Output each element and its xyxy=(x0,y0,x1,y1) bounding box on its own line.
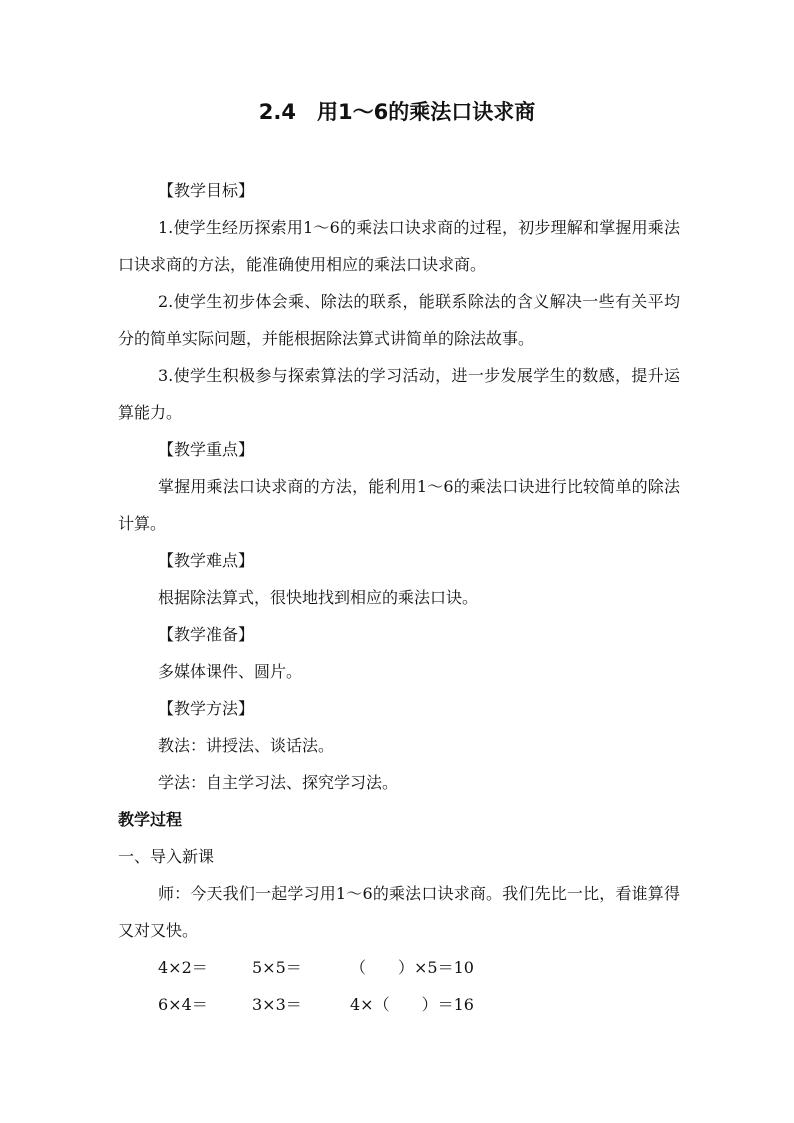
part1-heading: 一、导入新课 xyxy=(118,847,215,866)
prep-heading: 【教学准备】 xyxy=(158,625,255,644)
key-heading: 【教学重点】 xyxy=(158,440,255,459)
exercise-item: 5×5＝ xyxy=(252,958,302,977)
goal-2: 2.使学生初步体会乘、除法的联系，能联系除法的含义解决一些有关平均分的简单实际问题，并能根据除法算式讲简单的除法故事。 xyxy=(118,292,680,348)
exercise-item: 4×2＝ xyxy=(158,958,208,977)
method-heading: 【教学方法】 xyxy=(158,699,255,718)
page-title: 2.4 用1～6的乘法口诀求商 xyxy=(258,100,536,124)
prep-text: 多媒体课件、圆片。 xyxy=(158,662,303,681)
document-body xyxy=(118,172,680,1023)
goals-heading: 【教学目标】 xyxy=(158,181,255,200)
exercise-row-2 xyxy=(118,986,680,1023)
method-learn: 学法：自主学习法、探究学习法。 xyxy=(158,773,399,792)
goal-1: 1.使学生经历探索用1～6的乘法口诀求商的过程，初步理解和掌握用乘法口诀求商的方法，能准确使用相应的乘法口诀求商。 xyxy=(118,218,680,274)
part1-text: 师：今天我们一起学习用1～6的乘法口诀求商。我们先比一比，看谁算得又对又快。 xyxy=(118,884,680,940)
process-heading: 教学过程 xyxy=(118,810,183,829)
key-text: 掌握用乘法口诀求商的方法，能利用1～6的乘法口诀进行比较简单的除法计算。 xyxy=(118,477,680,533)
exercise-row-1 xyxy=(118,949,680,986)
difficulty-text: 根据除法算式，很快地找到相应的乘法口诀。 xyxy=(158,588,479,607)
exercise-item: 4×（ ）＝16 xyxy=(350,995,474,1014)
goal-3: 3.使学生积极参与探索算法的学习活动，进一步发展学生的数感，提升运算能力。 xyxy=(118,366,680,422)
difficulty-heading: 【教学难点】 xyxy=(158,551,255,570)
exercise-item: （ ）×5＝10 xyxy=(350,958,474,977)
exercise-item: 6×4＝ xyxy=(158,995,208,1014)
method-teach: 教法：讲授法、谈话法。 xyxy=(158,736,335,755)
exercise-item: 3×3＝ xyxy=(252,995,302,1014)
